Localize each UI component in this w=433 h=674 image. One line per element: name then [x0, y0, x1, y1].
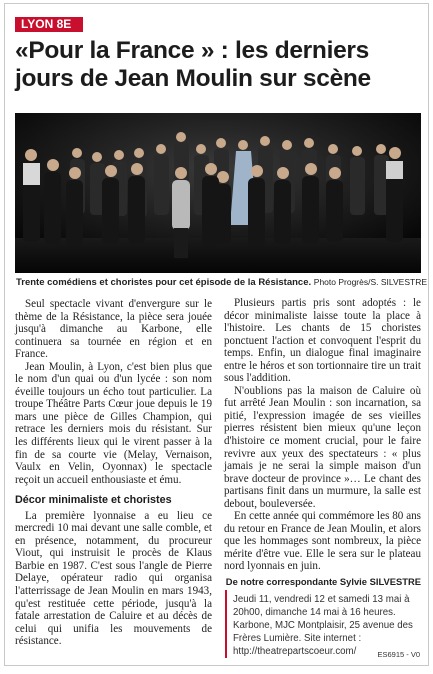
caption-text: Trente comédiens et choristes pour cet épisode de la Résistance.: [16, 277, 312, 288]
paragraph: N'oublions pas la maison de Caluire où fut arrêté Jean Moulin : son incarnation, sa pitié, l'expression imagée de ses vieilles pierres résistent bien mieux qu'une leçon d'histoire ce moment crucial, pour le faire revivre aux yeux des spectateurs : « plus jamais je ne serai la simple maison d'un brave docteur de province »… Le chant des partisans finit dans un murmure, la salle est debout, bouleversée.: [224, 384, 421, 510]
paragraph: Jean Moulin, à Lyon, c'est bien plus que le nom d'un quai ou d'un lycée : son nom éveille toujours un écho tout particulier. La troupe Théâtre Parts Cœur joue depuis le 19 mars une pièce de Gilles Champion, qui retrace les derniers mois du résistant. Sur les différents lieux qui le virent passer à la fin de sa courte vie (Melay, Vernaison, Vaulx en Velin, Oyonnax) le spectacle reçoit un accueil enthousiaste et ému.: [15, 360, 212, 486]
article-column-right: [224, 297, 421, 589]
paragraph: La première lyonnaise a eu lieu ce mercredi 10 mai devant une salle comble, et en présence, notamment, du procureur Viout, qui instruisit le procès de Klaus Barbie en 1987. C'est sous l'angle de Pierre Delaye, opérateur radio qui organisa l'atterrissage de Jean Moulin en mars 1943, qu'est restituée cette période, jusqu'à la fatale arrestation de Caluire et au décès de celui qui unifia les mouvements de résistance.: [15, 509, 212, 648]
paragraph: En cette année qui commémore les 80 ans du retour en France de Jean Moulin, et alors que les hommages sont nombreux, la pièce mérite d'être vue. Elle le sera sur le plateau nord lyonnais en juin.: [224, 510, 421, 573]
article-column-left: [15, 298, 212, 648]
section-tag: LYON 8E: [15, 17, 83, 32]
group-photo-of-choir-on-stage: [15, 113, 421, 273]
page-reference: ES6915 - V0: [377, 650, 420, 659]
paragraph: Seul spectacle vivant d'envergure sur le thème de la Résistance, la pièce sera jouée jusqu'à dimanche au Karbone, elle continuera sa tournée en région et en France.: [15, 298, 212, 361]
photo-caption: [16, 276, 428, 289]
event-info-box: Jeudi 11, vendredi 12 et samedi 13 mai à 20h00, dimanche 14 mai à 16 heures. Karbone, MJC Montplaisir, 25 avenue des Frères Lumière. Site internet : http://theatrepartscoeur.com/: [225, 590, 421, 658]
headline: «Pour la France » : les derniers jours de Jean Moulin sur scène: [15, 37, 371, 92]
subheading: Décor minimaliste et choristes: [15, 494, 172, 507]
paragraph: Plusieurs partis pris sont adoptés : le décor minimaliste laisse toute la place à l'histoire. Les chants de 15 choristes ponctuent l'action et convoquent l'esprit du temps. Enfin, un dialogue final imaginaire entre le héros et son tortionnaire tire un trait sous l'addition.: [224, 297, 421, 385]
photo-credit: Photo Progrès/S. SILVESTRE: [313, 277, 428, 287]
author-signature: De notre correspondante Sylvie SILVESTRE: [225, 576, 421, 588]
article-photo: [15, 113, 421, 273]
newspaper-article: [4, 3, 429, 666]
